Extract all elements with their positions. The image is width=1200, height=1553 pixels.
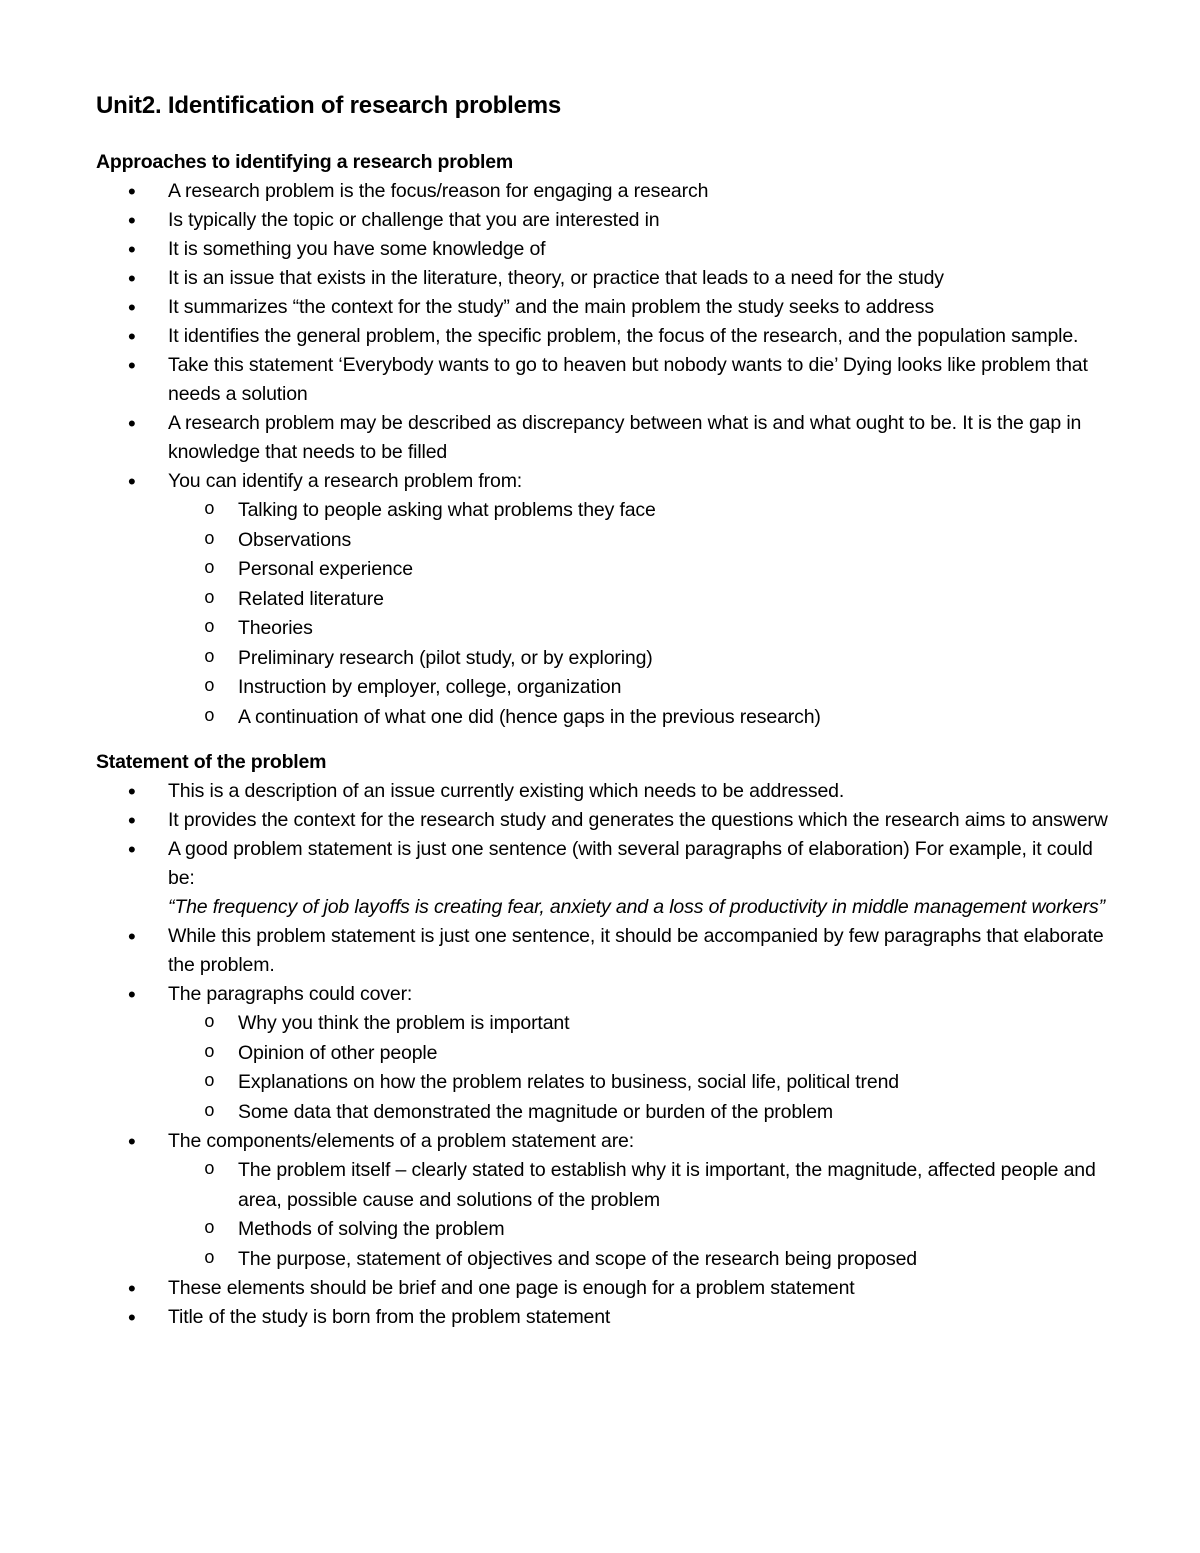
page-title: Unit2. Identification of research problems (96, 92, 562, 119)
list-item-text: A good problem statement is just one sentence (with several paragraphs of elaboration) For example, it could be: (168, 838, 1093, 889)
sublist-item: o Observations (168, 526, 1112, 556)
paragraphs-sublist (168, 1009, 1112, 1127)
list-item-sources (96, 467, 1112, 732)
approaches-list (96, 177, 1112, 732)
list-item: • It provides the context for the research study and generates the questions which the research aims to answerw (96, 806, 1112, 835)
sublist-item: o Theories (168, 614, 1112, 644)
list-item: • These elements should be brief and one page is enough for a problem statement (96, 1274, 1112, 1303)
list-item-paragraphs (96, 980, 1112, 1127)
section-heading-approaches: Approaches to identifying a research problem (96, 151, 514, 173)
sublist-item: o Instruction by employer, college, organization (168, 673, 1112, 703)
section-heading-statement: Statement of the problem (96, 751, 327, 773)
list-item-example (96, 835, 1112, 922)
list-item: • Take this statement ‘Everybody wants to go to heaven but nobody wants to die’ Dying looks like problem that needs a solution (96, 351, 1112, 409)
list-item: • It is something you have some knowledge of (96, 235, 1112, 264)
list-item: • This is a description of an issue currently existing which needs to be addressed. (96, 777, 1112, 806)
list-item-components (96, 1127, 1112, 1274)
list-item-text: The paragraphs could cover: (168, 983, 413, 1005)
sources-sublist (168, 496, 1112, 732)
list-item: • It summarizes “the context for the study” and the main problem the study seeks to address (96, 293, 1112, 322)
sublist-item: o Methods of solving the problem (168, 1215, 1112, 1245)
components-sublist (168, 1156, 1112, 1274)
statement-list (96, 777, 1112, 1332)
sublist-item: o Talking to people asking what problems they face (168, 496, 1112, 526)
sublist-item: o Opinion of other people (168, 1039, 1112, 1069)
sublist-item: o A continuation of what one did (hence gaps in the previous research) (168, 703, 1112, 733)
list-item-text: The components/elements of a problem statement are: (168, 1130, 635, 1152)
document-page (96, 90, 1112, 1332)
sublist-item: o Some data that demonstrated the magnitude or burden of the problem (168, 1098, 1112, 1128)
list-item: • A research problem is the focus/reason for engaging a research (96, 177, 1112, 206)
list-item-text: You can identify a research problem from: (168, 470, 523, 492)
sublist-item: o Personal experience (168, 555, 1112, 585)
sublist-item: o Preliminary research (pilot study, or by exploring) (168, 644, 1112, 674)
sublist-item: o The purpose, statement of objectives and scope of the research being proposed (168, 1245, 1112, 1275)
list-item: • Title of the study is born from the problem statement (96, 1303, 1112, 1332)
sublist-item: o Explanations on how the problem relates to business, social life, political trend (168, 1068, 1112, 1098)
sublist-item: o Related literature (168, 585, 1112, 615)
list-item: • A research problem may be described as discrepancy between what is and what ought to be. It is the gap in knowledge that needs to be filled (96, 409, 1112, 467)
list-item: • It is an issue that exists in the literature, theory, or practice that leads to a need for the study (96, 264, 1112, 293)
list-item: • It identifies the general problem, the specific problem, the focus of the research, and the population sample. (96, 322, 1112, 351)
example-quote: “The frequency of job layoffs is creating fear, anxiety and a loss of productivity in middle management workers” (168, 896, 1105, 918)
sublist-item: o The problem itself – clearly stated to establish why it is important, the magnitude, affected people and area, possible cause and solutions of the problem (168, 1156, 1112, 1215)
list-item: • Is typically the topic or challenge that you are interested in (96, 206, 1112, 235)
list-item: • While this problem statement is just one sentence, it should be accompanied by few paragraphs that elaborate the problem. (96, 922, 1112, 980)
sublist-item: o Why you think the problem is important (168, 1009, 1112, 1039)
